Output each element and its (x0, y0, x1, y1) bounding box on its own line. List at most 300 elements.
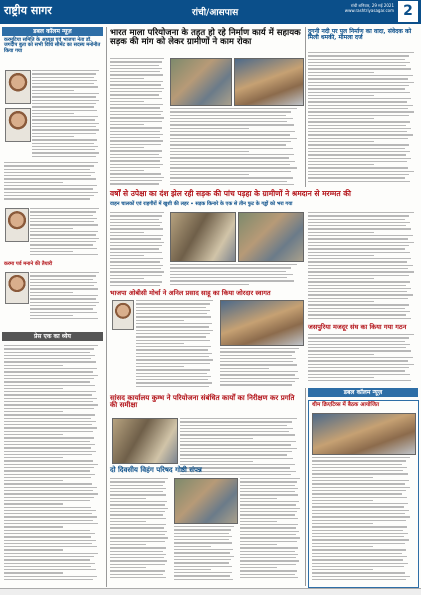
text-line (4, 165, 94, 166)
text-line (308, 271, 414, 272)
text-line (308, 59, 405, 60)
column-rule-2 (305, 27, 306, 187)
text-line (170, 171, 291, 172)
text-line (308, 181, 410, 182)
text-line (32, 146, 98, 147)
text-line (174, 569, 211, 570)
text-line (174, 542, 232, 543)
text-line (110, 107, 160, 108)
text-line (308, 65, 406, 66)
left-portrait-4 (5, 272, 29, 304)
text-line (170, 111, 291, 112)
text-line (308, 252, 410, 253)
text-line (308, 212, 414, 213)
text-line (110, 94, 159, 95)
text-line (4, 401, 93, 402)
text-line (4, 358, 91, 359)
text-line (136, 330, 213, 331)
text-line (4, 447, 91, 448)
text-line (110, 228, 163, 229)
text-line (32, 106, 94, 107)
mid-text-4 (220, 348, 302, 390)
right-text-1 (308, 52, 418, 187)
text-line (110, 235, 163, 236)
text-line (170, 108, 297, 109)
mid-text-7 (240, 478, 302, 583)
text-line (110, 527, 164, 528)
text-line (30, 228, 73, 229)
text-line (110, 567, 146, 568)
text-line (110, 131, 160, 132)
text-line (308, 161, 407, 162)
text-line (110, 524, 166, 525)
text-line (4, 540, 96, 541)
text-line (170, 161, 295, 162)
text-line (240, 554, 298, 555)
text-line (110, 537, 168, 538)
text-line (32, 93, 99, 94)
text-line (4, 464, 98, 465)
text-line (170, 274, 293, 275)
text-line (312, 526, 407, 527)
text-line (32, 86, 98, 87)
text-line (32, 129, 99, 130)
text-line (30, 208, 99, 209)
text-line (4, 424, 92, 425)
text-line (4, 457, 63, 458)
text-line (180, 434, 295, 435)
text-line (180, 428, 293, 429)
text-line (136, 382, 212, 383)
text-line (308, 228, 411, 229)
text-line (170, 134, 290, 135)
text-line (308, 108, 408, 109)
text-line (220, 384, 292, 385)
text-line (240, 511, 297, 512)
text-line (4, 421, 96, 422)
text-line (136, 379, 208, 380)
text-line (136, 369, 210, 370)
text-line (308, 151, 410, 152)
text-line (110, 518, 166, 519)
text-line (4, 451, 96, 452)
text-line (4, 385, 95, 386)
left-text-4 (30, 272, 102, 322)
text-line (136, 343, 184, 344)
mid-photo-5 (174, 478, 238, 524)
text-line (136, 316, 211, 317)
text-line (110, 551, 163, 552)
text-line (308, 268, 408, 269)
text-line (110, 258, 163, 259)
text-line (308, 68, 411, 69)
text-line (312, 513, 405, 514)
text-line (174, 526, 234, 527)
text-line (110, 212, 164, 213)
text-line (4, 500, 90, 501)
mid-photo-4 (112, 418, 178, 464)
text-line (4, 355, 95, 356)
text-line (308, 88, 405, 89)
text-line (4, 441, 90, 442)
text-line (180, 448, 297, 449)
text-line (110, 114, 161, 115)
text-line (136, 326, 209, 327)
text-line (110, 84, 161, 85)
text-line (174, 552, 230, 553)
text-line (312, 520, 406, 521)
text-line (4, 414, 95, 415)
text-line (32, 126, 96, 127)
left-band-header: डबल कॉलम न्यूज़ (2, 27, 103, 36)
text-line (308, 174, 409, 175)
text-line (110, 183, 159, 184)
text-line (4, 493, 98, 494)
text-line (110, 261, 160, 262)
left-headline-2: करमा पर्व मनाने की तैयारी (4, 261, 53, 267)
text-line (110, 275, 162, 276)
text-line (4, 470, 90, 471)
text-line (240, 541, 297, 542)
text-line (308, 111, 414, 112)
text-line (4, 195, 94, 196)
text-line (240, 544, 277, 545)
text-line (308, 278, 374, 279)
text-line (110, 557, 164, 558)
text-line (170, 280, 294, 281)
text-line (308, 215, 409, 216)
text-line (30, 275, 96, 276)
text-line (110, 91, 162, 92)
text-line (32, 139, 97, 140)
text-line (312, 467, 407, 468)
text-line (308, 232, 374, 233)
text-line (4, 510, 96, 511)
text-line (220, 378, 299, 379)
text-line (180, 421, 292, 422)
text-line (308, 248, 405, 249)
text-line (4, 569, 96, 570)
text-line (308, 304, 409, 305)
right-band-header: डबल कॉलम न्यूज़ (308, 388, 418, 397)
text-line (4, 381, 90, 382)
text-line (110, 504, 165, 505)
text-line (30, 238, 99, 239)
text-line (170, 148, 293, 149)
text-line (110, 498, 146, 499)
text-line (30, 312, 97, 313)
text-line (180, 431, 289, 432)
text-line (174, 556, 234, 557)
text-line (174, 549, 233, 550)
text-line (240, 524, 298, 525)
text-line (30, 308, 93, 309)
text-line (220, 361, 293, 362)
text-line (240, 567, 277, 568)
text-line (4, 348, 94, 349)
text-line (110, 150, 162, 151)
text-line (136, 373, 207, 374)
text-line (308, 311, 410, 312)
text-line (174, 559, 231, 560)
text-line (4, 378, 94, 379)
text-line (170, 141, 291, 142)
text-line (308, 219, 405, 220)
left-portrait-3 (5, 208, 29, 242)
text-line (308, 291, 407, 292)
text-line (220, 364, 297, 365)
text-line (110, 68, 162, 69)
text-line (308, 281, 410, 282)
text-line (312, 533, 408, 534)
text-line (308, 177, 405, 178)
text-line (110, 560, 167, 561)
text-line (240, 537, 300, 538)
text-line (4, 579, 93, 580)
text-line (170, 128, 249, 129)
text-line (220, 371, 298, 372)
text-line (110, 180, 162, 181)
text-line (110, 225, 160, 226)
text-line (308, 98, 411, 99)
text-line (110, 71, 160, 72)
text-line (32, 77, 94, 78)
text-line (136, 346, 211, 347)
text-line (240, 494, 298, 495)
text-line (110, 238, 161, 239)
text-line (30, 292, 73, 293)
text-line (174, 546, 211, 547)
text-line (220, 374, 295, 375)
text-line (110, 544, 146, 545)
text-line (4, 394, 92, 395)
text-line (308, 380, 411, 381)
mid-portrait-1 (112, 300, 134, 330)
text-line (220, 368, 269, 369)
right-headline-2: जसपुरिया मजदूर संघ का किया गया गठन (308, 323, 407, 331)
text-line (170, 271, 286, 272)
text-line (308, 258, 411, 259)
text-line (110, 65, 159, 66)
text-line (180, 444, 291, 445)
text-line (110, 164, 163, 165)
text-line (4, 507, 91, 508)
text-line (308, 75, 413, 76)
text-line (32, 100, 99, 101)
text-line (312, 556, 407, 557)
text-line (312, 473, 408, 474)
text-line (308, 294, 413, 295)
text-line (136, 336, 206, 337)
text-line (308, 288, 411, 289)
text-line (240, 501, 299, 502)
text-line (170, 277, 287, 278)
text-line (308, 154, 406, 155)
text-line (110, 255, 144, 256)
text-line (308, 255, 374, 256)
text-line (308, 171, 414, 172)
text-line (4, 487, 97, 488)
text-line (308, 341, 405, 342)
text-line (136, 313, 207, 314)
text-line (110, 140, 163, 141)
text-line (4, 477, 91, 478)
text-line (170, 167, 297, 168)
text-line (110, 222, 162, 223)
text-line (4, 467, 94, 468)
text-line (308, 78, 408, 79)
text-line (4, 404, 98, 405)
text-line (312, 480, 409, 481)
text-line (30, 224, 98, 225)
text-line (32, 110, 97, 111)
text-line (30, 295, 98, 296)
text-line (110, 494, 166, 495)
text-line (32, 119, 95, 120)
page-number: 2 (398, 1, 418, 22)
text-line (312, 457, 410, 458)
lead-sub-headline: वर्षों से उपेक्षा का दंश झेल रही सड़क की पांच पड़हा के ग्रामीणों ने श्रमदान से मरम्मत की (110, 189, 351, 198)
text-line (30, 272, 99, 273)
text-line (30, 298, 96, 299)
text-line (308, 167, 408, 168)
text-line (110, 219, 159, 220)
text-line (110, 170, 144, 171)
text-line (110, 117, 164, 118)
text-line (220, 381, 295, 382)
text-line (4, 408, 94, 409)
text-line (32, 96, 96, 97)
right-photo-1 (312, 413, 416, 455)
text-line (308, 148, 405, 149)
mid-text-6 (110, 478, 170, 583)
text-line (240, 485, 295, 486)
text-line (312, 549, 406, 550)
text-line (110, 268, 161, 269)
text-line (110, 547, 166, 548)
text-line (170, 118, 293, 119)
text-line (4, 178, 96, 179)
text-line (110, 157, 162, 158)
text-line (110, 78, 144, 79)
lead-headline: भारत माला परियोजना के तहत हो रहे निर्माण कार्य में सहायक सड़क की मांग को लेकर ग्रामीणों ने काम रोका (110, 28, 301, 47)
text-line (312, 539, 409, 540)
text-line (308, 225, 406, 226)
text-line (240, 521, 277, 522)
mid-text-3 (136, 300, 216, 390)
text-line (308, 128, 411, 129)
text-line (308, 138, 408, 139)
text-line (308, 367, 409, 368)
text-line (308, 318, 411, 319)
text-line (110, 245, 162, 246)
text-line (4, 437, 94, 438)
text-line (308, 347, 406, 348)
text-line (32, 152, 99, 153)
text-line (180, 451, 292, 452)
text-line (308, 360, 408, 361)
text-line (240, 564, 296, 565)
text-line (4, 556, 94, 557)
text-line (110, 111, 163, 112)
text-line (110, 564, 165, 565)
text-line (32, 133, 96, 134)
column-rule-1 (106, 27, 107, 587)
masthead-title: राष्ट्रीय सागर (4, 4, 52, 17)
text-line (4, 480, 63, 481)
text-line (170, 284, 249, 285)
text-line (180, 454, 287, 455)
text-line (312, 506, 404, 507)
right-headline-1: दुगनी नदी पर पुल निर्माण का वादा, संवेदक को मिली धमकी, मामला दर्ज (308, 28, 412, 42)
text-line (312, 569, 373, 570)
text-line (110, 281, 162, 282)
text-line (110, 511, 165, 512)
text-line (170, 177, 293, 178)
text-line (312, 563, 408, 564)
text-line (110, 521, 146, 522)
text-line (240, 478, 300, 479)
text-line (308, 370, 405, 371)
text-line (136, 310, 210, 311)
text-line (312, 493, 402, 494)
text-line (170, 181, 287, 182)
text-line (110, 127, 162, 128)
text-line (32, 70, 99, 71)
text-line (110, 173, 161, 174)
text-line (240, 531, 299, 532)
text-line (4, 483, 92, 484)
text-line (4, 523, 98, 524)
mid-headline-1: भाजपा ओबीसी मोर्चा ने अनिल प्रसाद साहू का किया जोरदार स्वागत (110, 289, 271, 297)
text-line (308, 121, 410, 122)
left-portrait-1 (5, 70, 31, 104)
text-line (32, 156, 96, 157)
left-text-2 (4, 162, 102, 204)
text-line (4, 411, 63, 412)
text-line (220, 351, 295, 352)
date-text: रांची शनिवार, 29 मई 2021 (350, 3, 394, 8)
text-line (4, 182, 63, 183)
text-line (240, 488, 298, 489)
text-line (308, 301, 374, 302)
text-line (312, 490, 406, 491)
text-line (308, 334, 414, 335)
text-line (308, 125, 406, 126)
text-line (110, 485, 163, 486)
text-line (4, 188, 93, 189)
text-line (4, 418, 91, 419)
text-line (170, 131, 295, 132)
text-line (220, 358, 296, 359)
text-line (308, 337, 409, 338)
text-line (308, 242, 414, 243)
text-line (30, 251, 73, 252)
text-line (32, 80, 97, 81)
text-line (4, 530, 90, 531)
text-line (136, 363, 210, 364)
text-line (170, 174, 249, 175)
text-line (240, 491, 295, 492)
text-line (110, 488, 166, 489)
lead-text-1 (110, 58, 166, 188)
text-line (308, 314, 406, 315)
text-line (308, 144, 409, 145)
press-band: प्रेस एक का ध्येय (2, 332, 103, 341)
text-line (4, 185, 97, 186)
text-line (4, 375, 98, 376)
text-line (308, 245, 409, 246)
